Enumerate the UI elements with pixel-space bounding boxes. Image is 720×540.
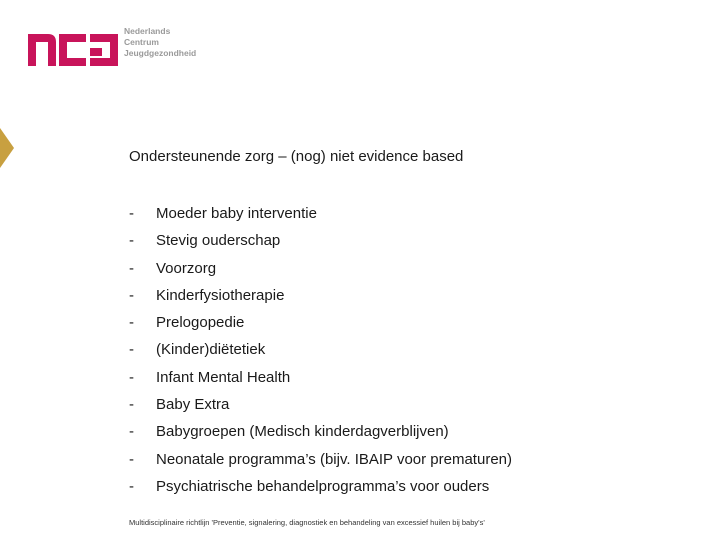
logo-line-1: Nederlands bbox=[124, 26, 171, 36]
list-item-text: Psychiatrische behandelprogramma’s voor ouders bbox=[156, 477, 490, 495]
logo-text bbox=[124, 26, 196, 59]
list-item-text: Prelogopedie bbox=[156, 314, 245, 332]
logo-line-3: Jeugdgezondheid bbox=[124, 48, 197, 58]
ncj-logo-mark bbox=[28, 28, 118, 68]
list-item-text: Voorzorg bbox=[156, 259, 217, 277]
slide-title: Ondersteunende zorg – (nog) niet evidence based bbox=[129, 148, 464, 165]
list-item-text: (Kinder)diëtetiek bbox=[156, 341, 266, 359]
bullet-dash: - bbox=[129, 314, 134, 332]
list-item-text: Baby Extra bbox=[156, 396, 230, 414]
list-item-text: Moeder baby interventie bbox=[156, 205, 317, 222]
list-item-text: Kinderfysiotherapie bbox=[156, 286, 285, 304]
list-item-text: Babygroepen (Medisch kinderdagverblijven) bbox=[156, 423, 449, 441]
bullet-dash: - bbox=[129, 396, 134, 414]
list-item-text: Neonatale programma’s (bijv. IBAIP voor prematuren) bbox=[156, 450, 512, 468]
list-item-text: Stevig ouderschap bbox=[156, 232, 281, 250]
ncj-logo bbox=[28, 26, 208, 70]
bullet-dash: - bbox=[129, 205, 134, 222]
bullet-dash: - bbox=[129, 286, 134, 304]
footer-citation: Multidisciplinaire richtlijn 'Preventie, signalering, diagnostiek en behandeling van excessief huilen bij baby's' bbox=[129, 518, 485, 527]
bullet-dash: - bbox=[129, 259, 134, 277]
bullet-dash: - bbox=[129, 341, 134, 359]
list-item-text: Infant Mental Health bbox=[156, 368, 291, 386]
bullet-dash: - bbox=[129, 232, 134, 250]
bullet-dash: - bbox=[129, 368, 134, 386]
logo-line-2: Centrum bbox=[124, 37, 159, 47]
side-arrow-decoration bbox=[0, 128, 14, 168]
bullet-dash: - bbox=[129, 450, 134, 468]
bullet-dash: - bbox=[129, 423, 134, 441]
bullet-dash: - bbox=[129, 477, 134, 495]
